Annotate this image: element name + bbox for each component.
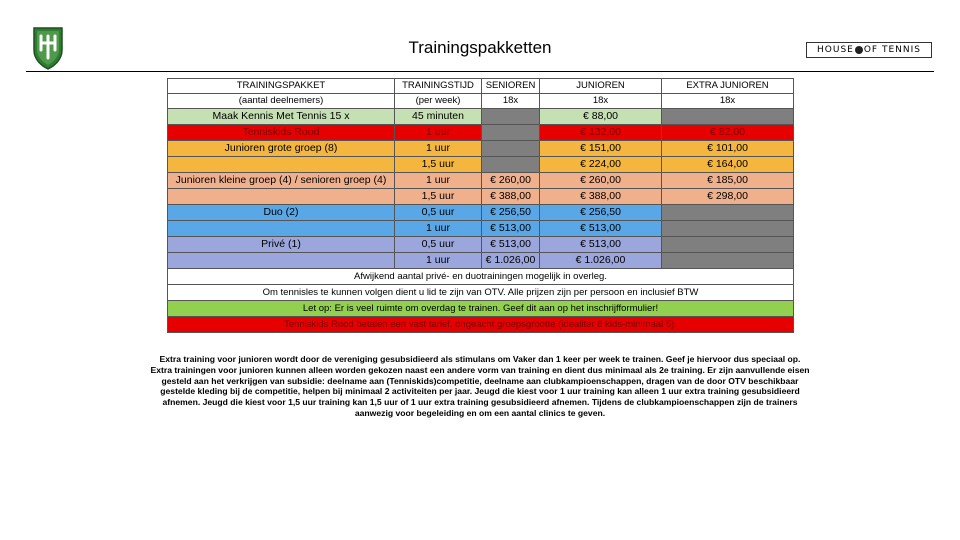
cell-junioren: € 224,00	[540, 157, 662, 173]
subsidy-explanation-text: Extra training voor junioren wordt door de vereniging gesubsidieerd als stimulans om Vaker dan 1 keer per week te trainen. Geef je hiervoor dus speciaal op. Extra trainingen voor junioren kunnen alleen worden gekozen naast een andere vorm van training en dient dus minimaal als 2e training. Er zijn aanvullende eisen gesteld aan het verkrijgen van subsidie: deelname aan (Tenniskids)competitie, deelname aan clubkampioenschappen, dragen van de door OTV beschikbaar gestelde kleding bij de competitie, helpen bij minimaal 2 activiteiten per jaar. Jeugd die kiest voor 1 uur training kan alleen 1 uur extra training gesubsidieerd afnemen. Jeugd die kiest voor 1,5 uur training kan 1,5 uur of 1 uur extra training gesubsidieerd afnemen. Tijdens de clubkampioenschappen zijn de trainers aanwezig voor begeleiding en om een aantal clinics te geven.	[150, 354, 810, 418]
cell-pakket: Duo (2)	[168, 205, 395, 221]
cell-junioren: € 256,50	[540, 205, 662, 221]
house-of-tennis-logo	[806, 42, 932, 58]
cell-extra	[662, 253, 794, 269]
cell-senioren: € 388,00	[482, 189, 540, 205]
cell-junioren: € 388,00	[540, 189, 662, 205]
table-row	[168, 237, 794, 253]
logo-text-of-tennis: OF TENNIS	[863, 45, 921, 55]
cell-tijd: 1 uur	[395, 221, 482, 237]
table-row	[168, 221, 794, 237]
col-sub-junioren: 18x	[540, 94, 662, 109]
cell-senioren	[482, 125, 540, 141]
cell-pakket: Privé (1)	[168, 237, 395, 253]
col-sub-tijd: (per week)	[395, 94, 482, 109]
cell-junioren: € 513,00	[540, 221, 662, 237]
note-membership: Om tennisles te kunnen volgen dient u lid te zijn van OTV. Alle prijzen zijn per persoon en inclusief BTW	[168, 285, 794, 301]
training-packages-table	[167, 78, 794, 333]
cell-tijd: 1 uur	[395, 141, 482, 157]
cell-tijd: 45 minuten	[395, 109, 482, 125]
col-sub-extra: 18x	[662, 94, 794, 109]
logo-text-house: HOUSE	[817, 45, 854, 55]
table-row	[168, 173, 794, 189]
note-row	[168, 285, 794, 301]
col-sub-pakket: (aantal deelnemers)	[168, 94, 395, 109]
cell-pakket	[168, 189, 395, 205]
table-row	[168, 141, 794, 157]
table-row	[168, 109, 794, 125]
cell-senioren: € 513,00	[482, 237, 540, 253]
col-sub-senioren: 18x	[482, 94, 540, 109]
cell-extra: € 185,00	[662, 173, 794, 189]
cell-tijd: 0,5 uur	[395, 237, 482, 253]
table-row	[168, 189, 794, 205]
note-daytime: Let op: Er is veel ruimte om overdag te trainen. Geef dit aan op het inschrijfformulier!	[168, 301, 794, 317]
cell-tijd: 1,5 uur	[395, 189, 482, 205]
cell-tijd: 1 uur	[395, 253, 482, 269]
cell-junioren: € 513,00	[540, 237, 662, 253]
table-row	[168, 205, 794, 221]
cell-senioren: € 513,00	[482, 221, 540, 237]
header-divider	[26, 71, 934, 72]
cell-extra	[662, 109, 794, 125]
col-header-extra-junioren: EXTRA JUNIOREN	[662, 79, 794, 94]
col-header-senioren: SENIOREN	[482, 79, 540, 94]
cell-junioren: € 151,00	[540, 141, 662, 157]
table-row	[168, 157, 794, 173]
cell-tijd: 1 uur	[395, 173, 482, 189]
col-header-pakket: TRAININGSPAKKET	[168, 79, 395, 94]
cell-junioren: € 88,00	[540, 109, 662, 125]
cell-pakket	[168, 157, 395, 173]
table-header-row	[168, 79, 794, 94]
cell-extra	[662, 237, 794, 253]
cell-tijd: 1,5 uur	[395, 157, 482, 173]
cell-extra: € 101,00	[662, 141, 794, 157]
cell-tijd: 1 uur	[395, 125, 482, 141]
cell-junioren: € 260,00	[540, 173, 662, 189]
cell-pakket: Junioren kleine groep (4) / senioren groep (4)	[168, 173, 395, 189]
cell-pakket: Maak Kennis Met Tennis 15 x	[168, 109, 395, 125]
note-row	[168, 269, 794, 285]
table-row	[168, 253, 794, 269]
cell-extra	[662, 221, 794, 237]
tennis-ball-icon	[855, 46, 863, 54]
col-header-tijd: TRAININGSTIJD	[395, 79, 482, 94]
note-row	[168, 301, 794, 317]
cell-senioren: € 260,00	[482, 173, 540, 189]
cell-senioren: € 1.026,00	[482, 253, 540, 269]
cell-senioren	[482, 109, 540, 125]
cell-tijd: 0,5 uur	[395, 205, 482, 221]
cell-extra	[662, 205, 794, 221]
cell-pakket	[168, 253, 395, 269]
cell-extra: € 298,00	[662, 189, 794, 205]
cell-extra: € 82,00	[662, 125, 794, 141]
cell-senioren: € 256,50	[482, 205, 540, 221]
note-privé-duo: Afwijkend aantal privé- en duotrainingen mogelijk in overleg.	[168, 269, 794, 285]
cell-pakket: Tenniskids Rood	[168, 125, 395, 141]
cell-pakket: Junioren grote groep (8)	[168, 141, 395, 157]
col-header-junioren: JUNIOREN	[540, 79, 662, 94]
table-row	[168, 125, 794, 141]
cell-senioren	[482, 141, 540, 157]
note-row	[168, 317, 794, 333]
cell-junioren: € 132,00	[540, 125, 662, 141]
note-tenniskids-rood: Tenniskids Rood betalen een vast tarief, ongeacht groepsgrootte (idealiter 8 kids-minimaal 5).	[168, 317, 794, 333]
cell-junioren: € 1.026,00	[540, 253, 662, 269]
table-subheader-row	[168, 94, 794, 109]
page-title: Trainingspakketten	[408, 38, 552, 57]
cell-senioren	[482, 157, 540, 173]
cell-extra: € 164,00	[662, 157, 794, 173]
cell-pakket	[168, 221, 395, 237]
